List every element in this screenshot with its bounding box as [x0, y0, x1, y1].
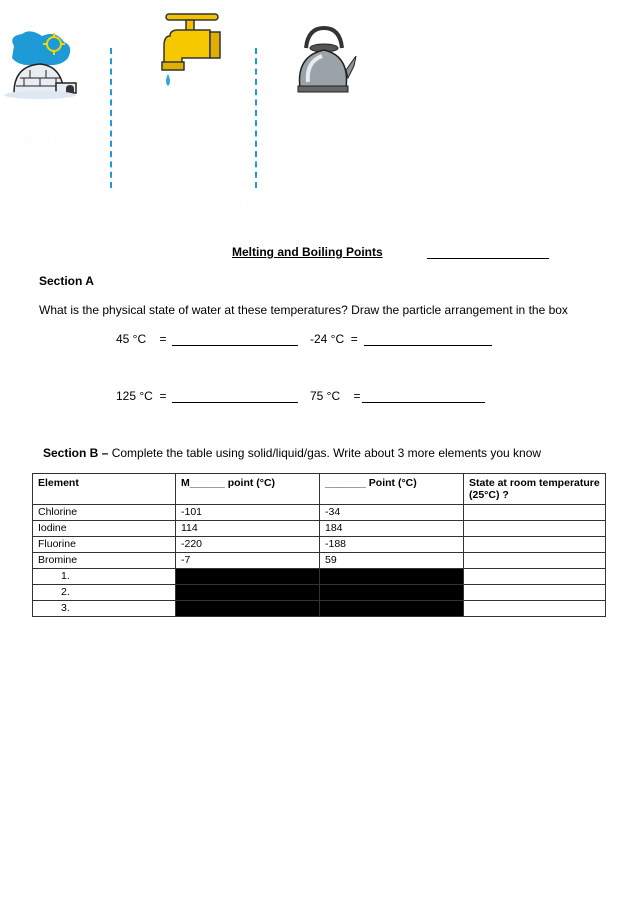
temp-item-2: -24 °C = — [310, 332, 358, 346]
answer-blank-2[interactable] — [364, 345, 492, 346]
cell-melting-blacked — [176, 601, 320, 617]
page-title: Melting and Boiling Points — [232, 245, 383, 259]
temp-item-4: 75 °C = — [310, 389, 361, 403]
cell-state[interactable] — [464, 521, 606, 537]
cell-boiling-blacked — [320, 569, 464, 585]
divider-solid-liquid — [110, 48, 112, 188]
cell-boiling: 59 — [320, 553, 464, 569]
table-row — [33, 537, 606, 553]
section-b-line — [43, 446, 541, 460]
table-row — [33, 553, 606, 569]
header-element: Element — [33, 474, 176, 505]
tap-icon — [152, 6, 224, 92]
cell-melting: -7 — [176, 553, 320, 569]
answer-blank-1[interactable] — [172, 345, 298, 346]
cell-melting-blacked — [176, 569, 320, 585]
cell-element: Fluorine — [33, 537, 176, 553]
section-a-instruction: What is the physical state of water at these temperatures? Draw the particle arrangement in the box — [39, 303, 568, 317]
table-row — [33, 601, 606, 617]
state-label-gas: steam (gas) — [303, 106, 353, 150]
header-boiling: _______ Point (°C) — [320, 474, 464, 505]
cell-element[interactable]: 1. — [33, 569, 176, 585]
header-state: State at room temperature (25°C) ? — [464, 474, 606, 505]
cell-state[interactable] — [464, 585, 606, 601]
cell-boiling: 184 — [320, 521, 464, 537]
cell-element: Chlorine — [33, 505, 176, 521]
cell-element: Iodine — [33, 521, 176, 537]
cell-state[interactable] — [464, 505, 606, 521]
temp-item-1: 45 °C = — [116, 332, 167, 346]
cell-state[interactable] — [464, 537, 606, 553]
cell-melting: 114 — [176, 521, 320, 537]
temp-item-3: 125 °C = — [116, 389, 167, 403]
table-row — [33, 505, 606, 521]
cell-element: Bromine — [33, 553, 176, 569]
section-b-heading: Section B – — [43, 446, 109, 460]
answer-blank-3[interactable] — [172, 402, 298, 403]
name-line — [427, 258, 549, 259]
temp-label-high: 100°C — [230, 196, 281, 216]
state-label-solid: solid (ice) — [21, 106, 59, 150]
answer-blank-4[interactable] — [362, 402, 485, 403]
divider-liquid-gas — [255, 48, 257, 188]
table-row — [33, 585, 606, 601]
cell-state[interactable] — [464, 569, 606, 585]
cell-element[interactable]: 2. — [33, 585, 176, 601]
table-row — [33, 569, 606, 585]
header-melting: M______ point (°C) — [176, 474, 320, 505]
cell-state[interactable] — [464, 601, 606, 617]
cell-boiling-blacked — [320, 585, 464, 601]
temp-label-low: 0°C — [92, 196, 123, 216]
section-a-heading: Section A — [39, 274, 94, 288]
kettle-icon — [288, 26, 358, 98]
table-row — [33, 521, 606, 537]
cell-state[interactable] — [464, 553, 606, 569]
cell-element[interactable]: 3. — [33, 601, 176, 617]
cell-melting: -220 — [176, 537, 320, 553]
table-header-row — [33, 474, 606, 505]
cell-boiling: -34 — [320, 505, 464, 521]
cell-boiling: -188 — [320, 537, 464, 553]
cell-melting: -101 — [176, 505, 320, 521]
state-label-liquid: liquid (water) — [154, 106, 211, 150]
cell-boiling-blacked — [320, 601, 464, 617]
section-b-instruction: Complete the table using solid/liquid/gas. Write about 3 more elements you know — [108, 446, 542, 460]
elements-table — [32, 473, 606, 617]
cell-melting-blacked — [176, 585, 320, 601]
igloo-icon — [0, 28, 90, 103]
